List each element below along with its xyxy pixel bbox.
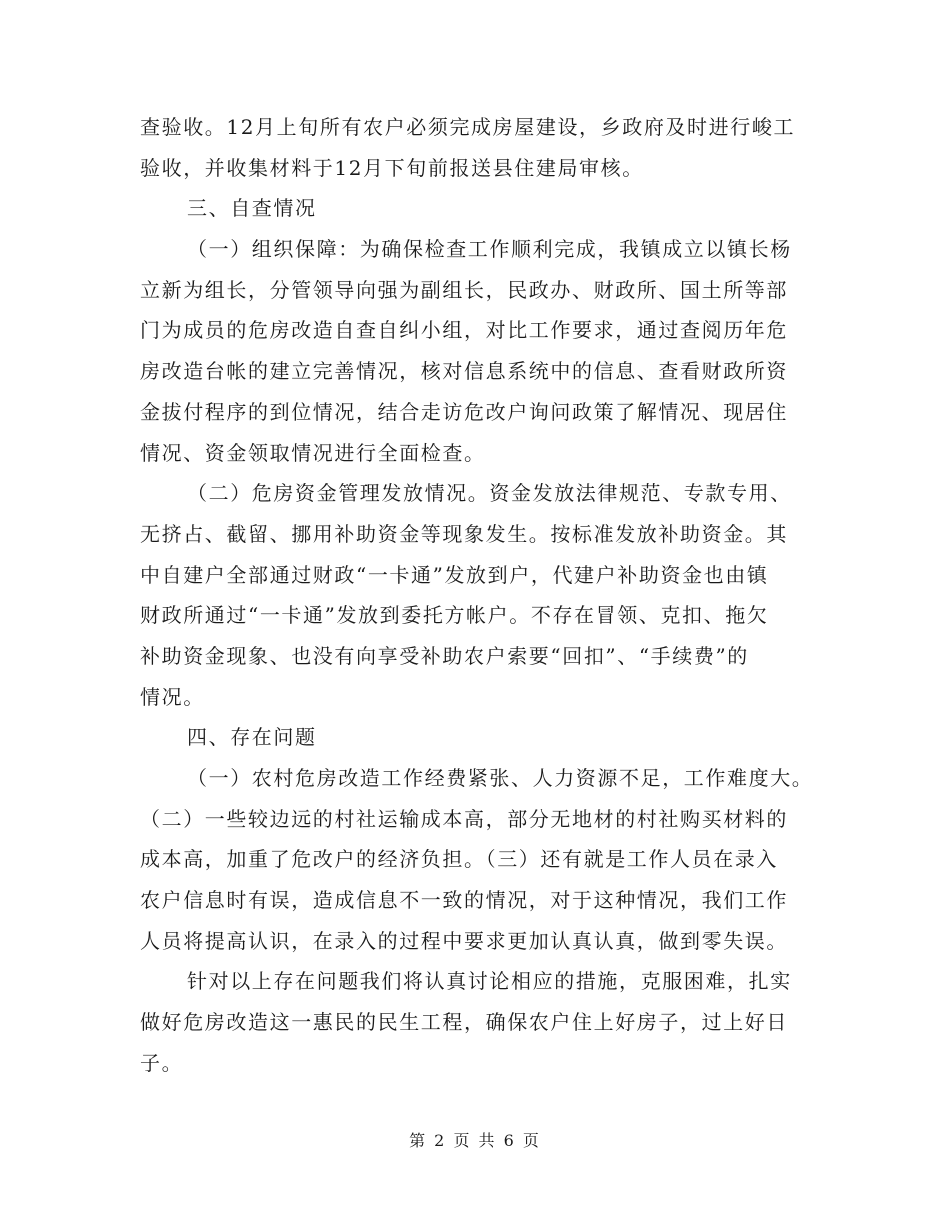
paragraph-start: （一）农村危房改造工作经费紧张、人力资源不足，工作难度大。 xyxy=(187,766,814,790)
text-line: 门为成员的危房改造自查自纠小组，对比工作要求，通过查阅历年危 xyxy=(140,318,788,343)
text-line: 人员将提高认识，在录入的过程中要求更加认真认真，做到零失误。 xyxy=(140,928,788,953)
text-line: 立新为组长，分管领导向强为副组长，民政办、财政所、国土所等部 xyxy=(140,277,788,302)
section-heading: 四、存在问题 xyxy=(187,725,317,750)
text-line: 中自建户全部通过财政“一卡通”发放到户，代建户补助资金也由镇 xyxy=(140,562,769,587)
text-line: （二）一些较边远的村社运输成本高，部分无地材的村社购买材料的 xyxy=(140,806,788,831)
text-line: 财政所通过“一卡通”发放到委托方帐户。不存在冒领、克扣、拖欠 xyxy=(140,603,769,628)
text-line: 做好危房改造这一惠民的民生工程，确保农户住上好房子，过上好日 xyxy=(140,1010,788,1035)
paragraph-start: 针对以上存在问题我们将认真讨论相应的措施，克服困难，扎实 xyxy=(187,969,792,994)
section-heading: 三、自查情况 xyxy=(187,196,317,221)
text-line: 子。 xyxy=(140,1050,184,1075)
paragraph-start: （一）组织保障：为确保检查工作顺利完成，我镇成立以镇长杨 xyxy=(187,237,792,262)
text-line: 农户信息时有误，造成信息不一致的情况，对于这种情况，我们工作 xyxy=(140,888,788,913)
page-number-footer: 第 2 页 共 6 页 xyxy=(409,1131,541,1150)
text-line: 情况。 xyxy=(140,684,205,709)
text-line: 无挤占、截留、挪用补助资金等现象发生。按标准发放补助资金。其 xyxy=(140,521,788,546)
text-line: 房改造台帐的建立完善情况，核对信息系统中的信息、查看财政所资 xyxy=(140,359,788,384)
paragraph-start: （二）危房资金管理发放情况。资金发放法律规范、专款专用、 xyxy=(187,481,792,506)
text-line: 金拔付程序的到位情况，结合走访危改户询问政策了解情况、现居住 xyxy=(140,399,788,424)
body-text xyxy=(140,107,820,1084)
text-line: 补助资金现象、也没有向享受补助农户索要“回扣”、“手续费”的 xyxy=(140,643,749,668)
text-line: 成本高，加重了危改户的经济负担。（三）还有就是工作人员在录入 xyxy=(140,847,778,872)
text-line: 查验收。12月上旬所有农户必须完成房屋建设，乡政府及时进行峻工 xyxy=(140,115,796,139)
text-line: 情况、资金领取情况进行全面检查。 xyxy=(140,440,486,465)
text-line: 验收，并收集材料于12月下旬前报送县住建局审核。 xyxy=(140,155,644,180)
